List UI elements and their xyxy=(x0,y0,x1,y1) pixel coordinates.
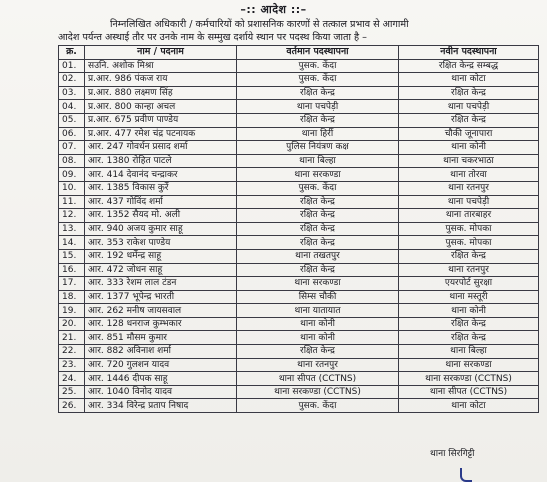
serial-cell: 02. xyxy=(59,73,85,87)
table-row xyxy=(59,100,539,114)
table-row xyxy=(59,317,539,331)
current-posting-cell: थाना सरकण्डा xyxy=(237,277,399,291)
table-row xyxy=(59,168,539,182)
table-row xyxy=(59,209,539,223)
table-row xyxy=(59,59,539,73)
new-posting-cell: थाना कोनी xyxy=(399,141,539,155)
serial-cell: 20. xyxy=(59,317,85,331)
table-row xyxy=(59,385,539,399)
current-posting-cell: थाना सरकण्डा xyxy=(237,168,399,182)
new-posting-cell: थाना कोनी xyxy=(399,304,539,318)
serial-cell: 24. xyxy=(59,372,85,386)
name-cell: आर. 1380 रोहित पाटले xyxy=(85,154,237,168)
table-row xyxy=(59,181,539,195)
intro-line-1: निम्नलिखित अधिकारी / कर्मचारियों को प्रशासनिक कारणों से तत्काल प्रभाव से आगामी xyxy=(110,19,409,30)
name-cell: आर. 128 धनराज कुम्भकार xyxy=(85,317,237,331)
table-row xyxy=(59,304,539,318)
name-cell: आर. 720 गुलशन यादव xyxy=(85,358,237,372)
serial-cell: 19. xyxy=(59,304,85,318)
serial-cell: 08. xyxy=(59,154,85,168)
name-cell: आर. 247 गोवर्धन प्रसाद शर्मा xyxy=(85,141,237,155)
name-cell: आर. 1446 दीपक साहू xyxy=(85,372,237,386)
table-row xyxy=(59,222,539,236)
table-row xyxy=(59,277,539,291)
new-posting-cell: पुसक. मोपका xyxy=(399,222,539,236)
new-posting-cell: पुसक. मोपका xyxy=(399,236,539,250)
name-cell: आर. 882 अविनाश शर्मा xyxy=(85,345,237,359)
new-posting-cell: थाना पचपेड़ी xyxy=(399,100,539,114)
current-posting-cell: थाना कोनी xyxy=(237,317,399,331)
new-posting-cell: थाना सीपत (CCTNS) xyxy=(399,385,539,399)
name-cell: आर. 334 विरेन्द्र प्रताप निषाद xyxy=(85,399,237,413)
serial-cell: 09. xyxy=(59,168,85,182)
name-cell: आर. 472 जोधन साहू xyxy=(85,263,237,277)
new-posting-cell: रक्षित केन्द्र xyxy=(399,113,539,127)
serial-cell: 23. xyxy=(59,358,85,372)
name-cell: आर. 353 राकेश पाण्डेय xyxy=(85,236,237,250)
current-posting-cell: सिम्स चौकी xyxy=(237,290,399,304)
table-body xyxy=(59,59,539,412)
header-current-posting: वर्तमान पदस्थापना xyxy=(237,46,399,60)
name-cell: प्र.आर. 477 रमेश चंद्र पटनायक xyxy=(85,127,237,141)
new-posting-cell: एयरपोर्ट सुरक्षा xyxy=(399,277,539,291)
current-posting-cell: थाना सीपत (CCTNS) xyxy=(237,372,399,386)
extra-posting-text: थाना सिरगिट्टी xyxy=(430,449,475,459)
new-posting-cell: थाना तारबाहर xyxy=(399,209,539,223)
serial-cell: 21. xyxy=(59,331,85,345)
current-posting-cell: पुसक. केंदा xyxy=(237,59,399,73)
table-row xyxy=(59,195,539,209)
serial-cell: 05. xyxy=(59,113,85,127)
name-cell: आर. 1377 भूपेन्द्र भारती xyxy=(85,290,237,304)
current-posting-cell: रक्षित केन्द्र xyxy=(237,222,399,236)
table-header-row xyxy=(59,46,539,60)
new-posting-cell: रक्षित केन्द्र xyxy=(399,86,539,100)
table-row xyxy=(59,236,539,250)
header-new-posting: नवीन पदस्थापना xyxy=(399,46,539,60)
name-cell: आर. 333 रेशम लाल टंडन xyxy=(85,277,237,291)
name-cell: प्र.आर. 880 लक्ष्मण सिंह xyxy=(85,86,237,100)
order-heading: –:: आदेश ::– xyxy=(240,3,307,16)
new-posting-cell: रक्षित केन्द्र xyxy=(399,331,539,345)
current-posting-cell: पुसक. केंदा xyxy=(237,399,399,413)
current-posting-cell: थाना कोनी xyxy=(237,331,399,345)
table-row xyxy=(59,73,539,87)
transfer-table xyxy=(58,45,539,413)
new-posting-cell: थाना सरकण्डा xyxy=(399,358,539,372)
header-serial: क्र. xyxy=(59,46,85,60)
new-posting-cell: थाना सरकण्डा (CCTNS) xyxy=(399,372,539,386)
serial-cell: 01. xyxy=(59,59,85,73)
name-cell: आर. 1352 सैयद मो. अली xyxy=(85,209,237,223)
serial-cell: 17. xyxy=(59,277,85,291)
name-cell: आर. 437 गोविंद शर्मा xyxy=(85,195,237,209)
new-posting-cell: थाना पचपेड़ी xyxy=(399,195,539,209)
table-row xyxy=(59,358,539,372)
name-cell: सउनि. अशोक मिश्रा xyxy=(85,59,237,73)
new-posting-cell: थाना कोटा xyxy=(399,73,539,87)
table-row xyxy=(59,86,539,100)
table-row xyxy=(59,331,539,345)
table-row xyxy=(59,372,539,386)
serial-cell: 18. xyxy=(59,290,85,304)
current-posting-cell: रक्षित केन्द्र xyxy=(237,209,399,223)
serial-cell: 07. xyxy=(59,141,85,155)
serial-cell: 14. xyxy=(59,236,85,250)
table-row xyxy=(59,154,539,168)
new-posting-cell: थाना कोटा xyxy=(399,399,539,413)
serial-cell: 22. xyxy=(59,345,85,359)
name-cell: आर. 414 देवानंद चन्द्राकर xyxy=(85,168,237,182)
serial-cell: 25. xyxy=(59,385,85,399)
new-posting-cell: रक्षित केन्द्र सम्बद्ध xyxy=(399,59,539,73)
new-posting-cell: थाना चकरभाठा xyxy=(399,154,539,168)
name-cell: आर. 262 मनीष जायसवाल xyxy=(85,304,237,318)
current-posting-cell: थाना रतनपुर xyxy=(237,358,399,372)
current-posting-cell: थाना पचपेड़ी xyxy=(237,100,399,114)
current-posting-cell: थाना सरकण्डा (CCTNS) xyxy=(237,385,399,399)
table-row xyxy=(59,345,539,359)
current-posting-cell: थाना बिल्हा xyxy=(237,154,399,168)
current-posting-cell: रक्षित केन्द्र xyxy=(237,86,399,100)
table-row xyxy=(59,263,539,277)
current-posting-cell: पुसक. केंदा xyxy=(237,181,399,195)
signature-mark xyxy=(460,468,472,482)
serial-cell: 03. xyxy=(59,86,85,100)
new-posting-cell: रक्षित केन्द्र xyxy=(399,249,539,263)
name-cell: आर. 192 धर्मेन्द्र साहू xyxy=(85,249,237,263)
new-posting-cell: थाना रतनपुर xyxy=(399,263,539,277)
new-posting-cell: थाना रतनपुर xyxy=(399,181,539,195)
serial-cell: 16. xyxy=(59,263,85,277)
serial-cell: 26. xyxy=(59,399,85,413)
table-row xyxy=(59,249,539,263)
new-posting-cell: थाना बिल्हा xyxy=(399,345,539,359)
table-row xyxy=(59,399,539,413)
serial-cell: 13. xyxy=(59,222,85,236)
new-posting-cell: थाना तोरवा xyxy=(399,168,539,182)
current-posting-cell: रक्षित केन्द्र xyxy=(237,113,399,127)
name-cell: आर. 851 मौसम कुमार xyxy=(85,331,237,345)
serial-cell: 11. xyxy=(59,195,85,209)
current-posting-cell: रक्षित केन्द्र xyxy=(237,195,399,209)
current-posting-cell: रक्षित केन्द्र xyxy=(237,345,399,359)
name-cell: आर. 1385 विकास कुर्रे xyxy=(85,181,237,195)
name-cell: प्र.आर. 800 कान्हा अचल xyxy=(85,100,237,114)
table-row xyxy=(59,290,539,304)
serial-cell: 10. xyxy=(59,181,85,195)
name-cell: आर. 1040 विनोद यादव xyxy=(85,385,237,399)
current-posting-cell: पुसक. केंदा xyxy=(237,73,399,87)
current-posting-cell: रक्षित केन्द्र xyxy=(237,263,399,277)
new-posting-cell: रक्षित केन्द्र xyxy=(399,317,539,331)
serial-cell: 04. xyxy=(59,100,85,114)
name-cell: आर. 940 अजय कुमार साहू xyxy=(85,222,237,236)
current-posting-cell: थाना यातायात xyxy=(237,304,399,318)
new-posting-cell: चौकी जूनापारा xyxy=(399,127,539,141)
serial-cell: 15. xyxy=(59,249,85,263)
new-posting-cell: थाना मस्तूरी xyxy=(399,290,539,304)
table-row xyxy=(59,127,539,141)
serial-cell: 06. xyxy=(59,127,85,141)
intro-line-2: आदेश पर्यन्त अस्थाई तौर पर उनके नाम के सम्मुख दर्शाये स्थान पर पदस्थ किया जाता है – xyxy=(58,32,367,43)
table-row xyxy=(59,113,539,127)
current-posting-cell: रक्षित केन्द्र xyxy=(237,236,399,250)
current-posting-cell: पुलिस नियंत्रण कक्ष xyxy=(237,141,399,155)
table-row xyxy=(59,141,539,155)
serial-cell: 12. xyxy=(59,209,85,223)
current-posting-cell: थाना हिर्री xyxy=(237,127,399,141)
header-name: नाम / पदनाम xyxy=(85,46,237,60)
current-posting-cell: थाना तखतपुर xyxy=(237,249,399,263)
name-cell: प्र.आर. 986 पंकज राय xyxy=(85,73,237,87)
name-cell: प्र.आर. 675 प्रवीण पाण्डेय xyxy=(85,113,237,127)
